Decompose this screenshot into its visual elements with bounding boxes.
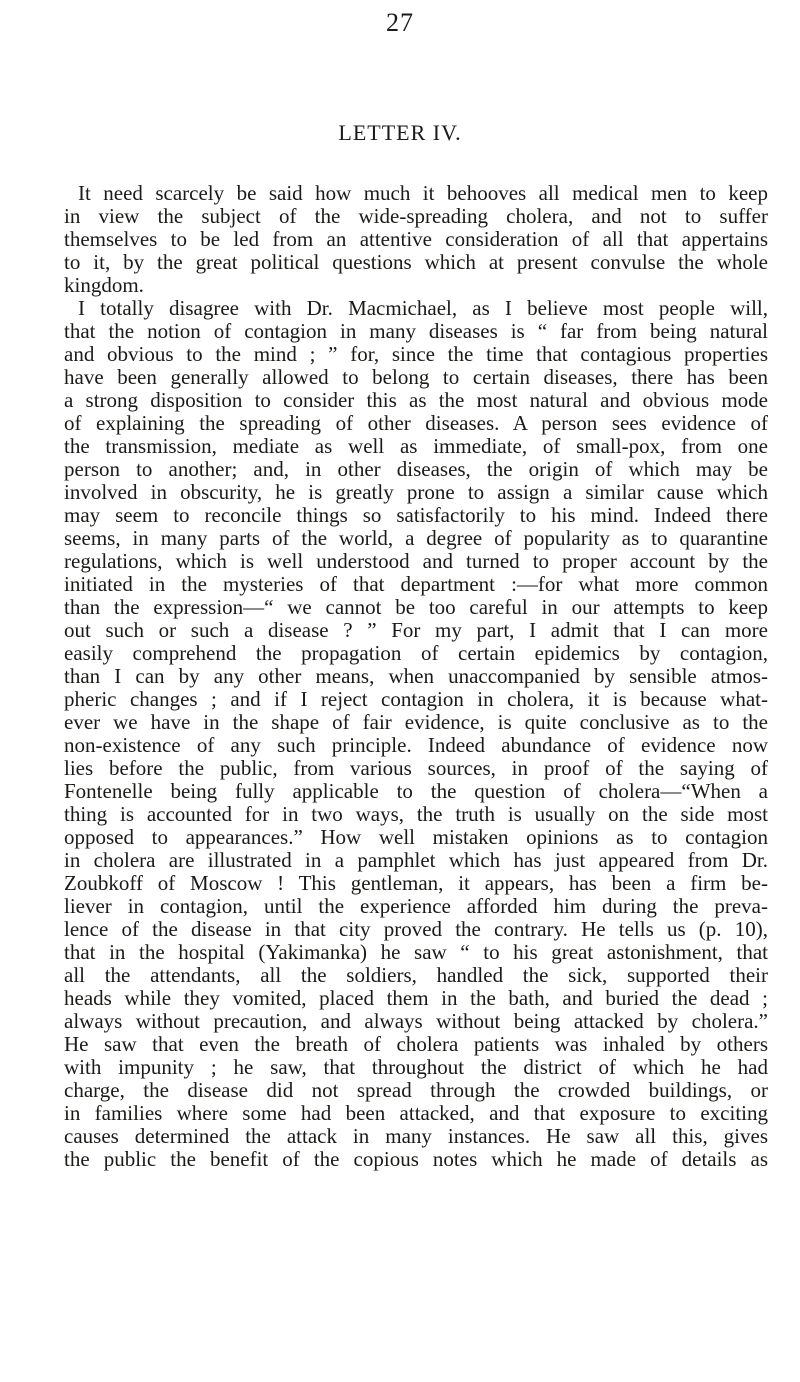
text-line: regulations, which is well understood and turned to proper account by the: [64, 549, 768, 573]
text-line: than I can by any other means, when unaccompanied by sensible atmos-: [64, 664, 768, 688]
text-line: Zoubkoff of Moscow ! This gentleman, it appears, has been a firm be-: [64, 871, 768, 895]
text-line: thing is accounted for in two ways, the truth is usually on the side most: [64, 802, 768, 826]
letter-body: [64, 182, 768, 1171]
text-line: always without precaution, and always without being attacked by cholera.”: [64, 1009, 768, 1033]
text-line: than the expression—“ we cannot be too careful in our attempts to keep: [64, 595, 768, 619]
text-line: Fontenelle being fully applicable to the question of cholera—“When a: [64, 779, 768, 803]
text-line: all the attendants, all the soldiers, handled the sick, supported their: [64, 963, 768, 987]
text-line: seems, in many parts of the world, a degree of popularity as to quarantine: [64, 526, 768, 550]
text-line: It need scarcely be said how much it behooves all medical men to keep: [78, 181, 768, 205]
text-line: out such or such a disease ? ” For my part, I admit that I can more: [64, 618, 768, 642]
text-line: that in the hospital (Yakimanka) he saw “ to his great astonishment, that: [64, 940, 768, 964]
text-line: that the notion of contagion in many diseases is “ far from being natural: [64, 319, 768, 343]
text-line: and obvious to the mind ; ” for, since the time that contagious properties: [64, 342, 768, 366]
text-line: of explaining the spreading of other diseases. A person sees evidence of: [64, 411, 768, 435]
text-line: causes determined the attack in many instances. He saw all this, gives: [64, 1124, 768, 1148]
text-line: non-existence of any such principle. Indeed abundance of evidence now: [64, 733, 768, 757]
text-line: easily comprehend the propagation of certain epidemics by contagion,: [64, 641, 768, 665]
text-line: in cholera are illustrated in a pamphlet which has just appeared from Dr.: [64, 848, 768, 872]
page-number: 27: [386, 8, 414, 37]
text-line: heads while they vomited, placed them in the bath, and buried the dead ;: [64, 986, 768, 1010]
text-line: the transmission, mediate as well as immediate, of small-pox, from one: [64, 434, 768, 458]
text-line: with impunity ; he saw, that throughout the district of which he had: [64, 1055, 768, 1079]
text-line: lence of the disease in that city proved the contrary. He tells us (p. 10),: [64, 917, 768, 941]
text-line: to it, by the great political questions which at present convulse the whole: [64, 250, 768, 274]
text-line: pheric changes ; and if I reject contagion in cholera, it is because what-: [64, 687, 768, 711]
text-line: may seem to reconcile things so satisfactorily to his mind. Indeed there: [64, 503, 768, 527]
text-line: charge, the disease did not spread through the crowded buildings, or: [64, 1078, 768, 1102]
text-line: the public the benefit of the copious notes which he made of details as: [64, 1147, 768, 1171]
text-line: a strong disposition to consider this as the most natural and obvious mode: [64, 388, 768, 412]
text-line: person to another; and, in other diseases, the origin of which may be: [64, 457, 768, 481]
text-line: He saw that even the breath of cholera patients was inhaled by others: [64, 1032, 768, 1056]
text-line: have been generally allowed to belong to certain diseases, there has been: [64, 365, 768, 389]
text-line: in view the subject of the wide-spreading cholera, and not to suffer: [64, 204, 768, 228]
text-line: initiated in the mysteries of that department :—for what more common: [64, 572, 768, 596]
letter-heading: LETTER IV.: [338, 120, 462, 145]
text-line: lies before the public, from various sources, in proof of the saying of: [64, 756, 768, 780]
text-line: involved in obscurity, he is greatly prone to assign a similar cause which: [64, 480, 768, 504]
text-line: I totally disagree with Dr. Macmichael, as I believe most people will,: [78, 296, 768, 320]
text-line: liever in contagion, until the experience afforded him during the preva-: [64, 894, 768, 918]
text-line: in families where some had been attacked, and that exposure to exciting: [64, 1101, 768, 1125]
text-line: ever we have in the shape of fair evidence, is quite conclusive as to the: [64, 710, 768, 734]
text-line: opposed to appearances.” How well mistaken opinions as to contagion: [64, 825, 768, 849]
text-line: kingdom.: [64, 273, 144, 297]
text-line: themselves to be led from an attentive consideration of all that appertains: [64, 227, 768, 251]
